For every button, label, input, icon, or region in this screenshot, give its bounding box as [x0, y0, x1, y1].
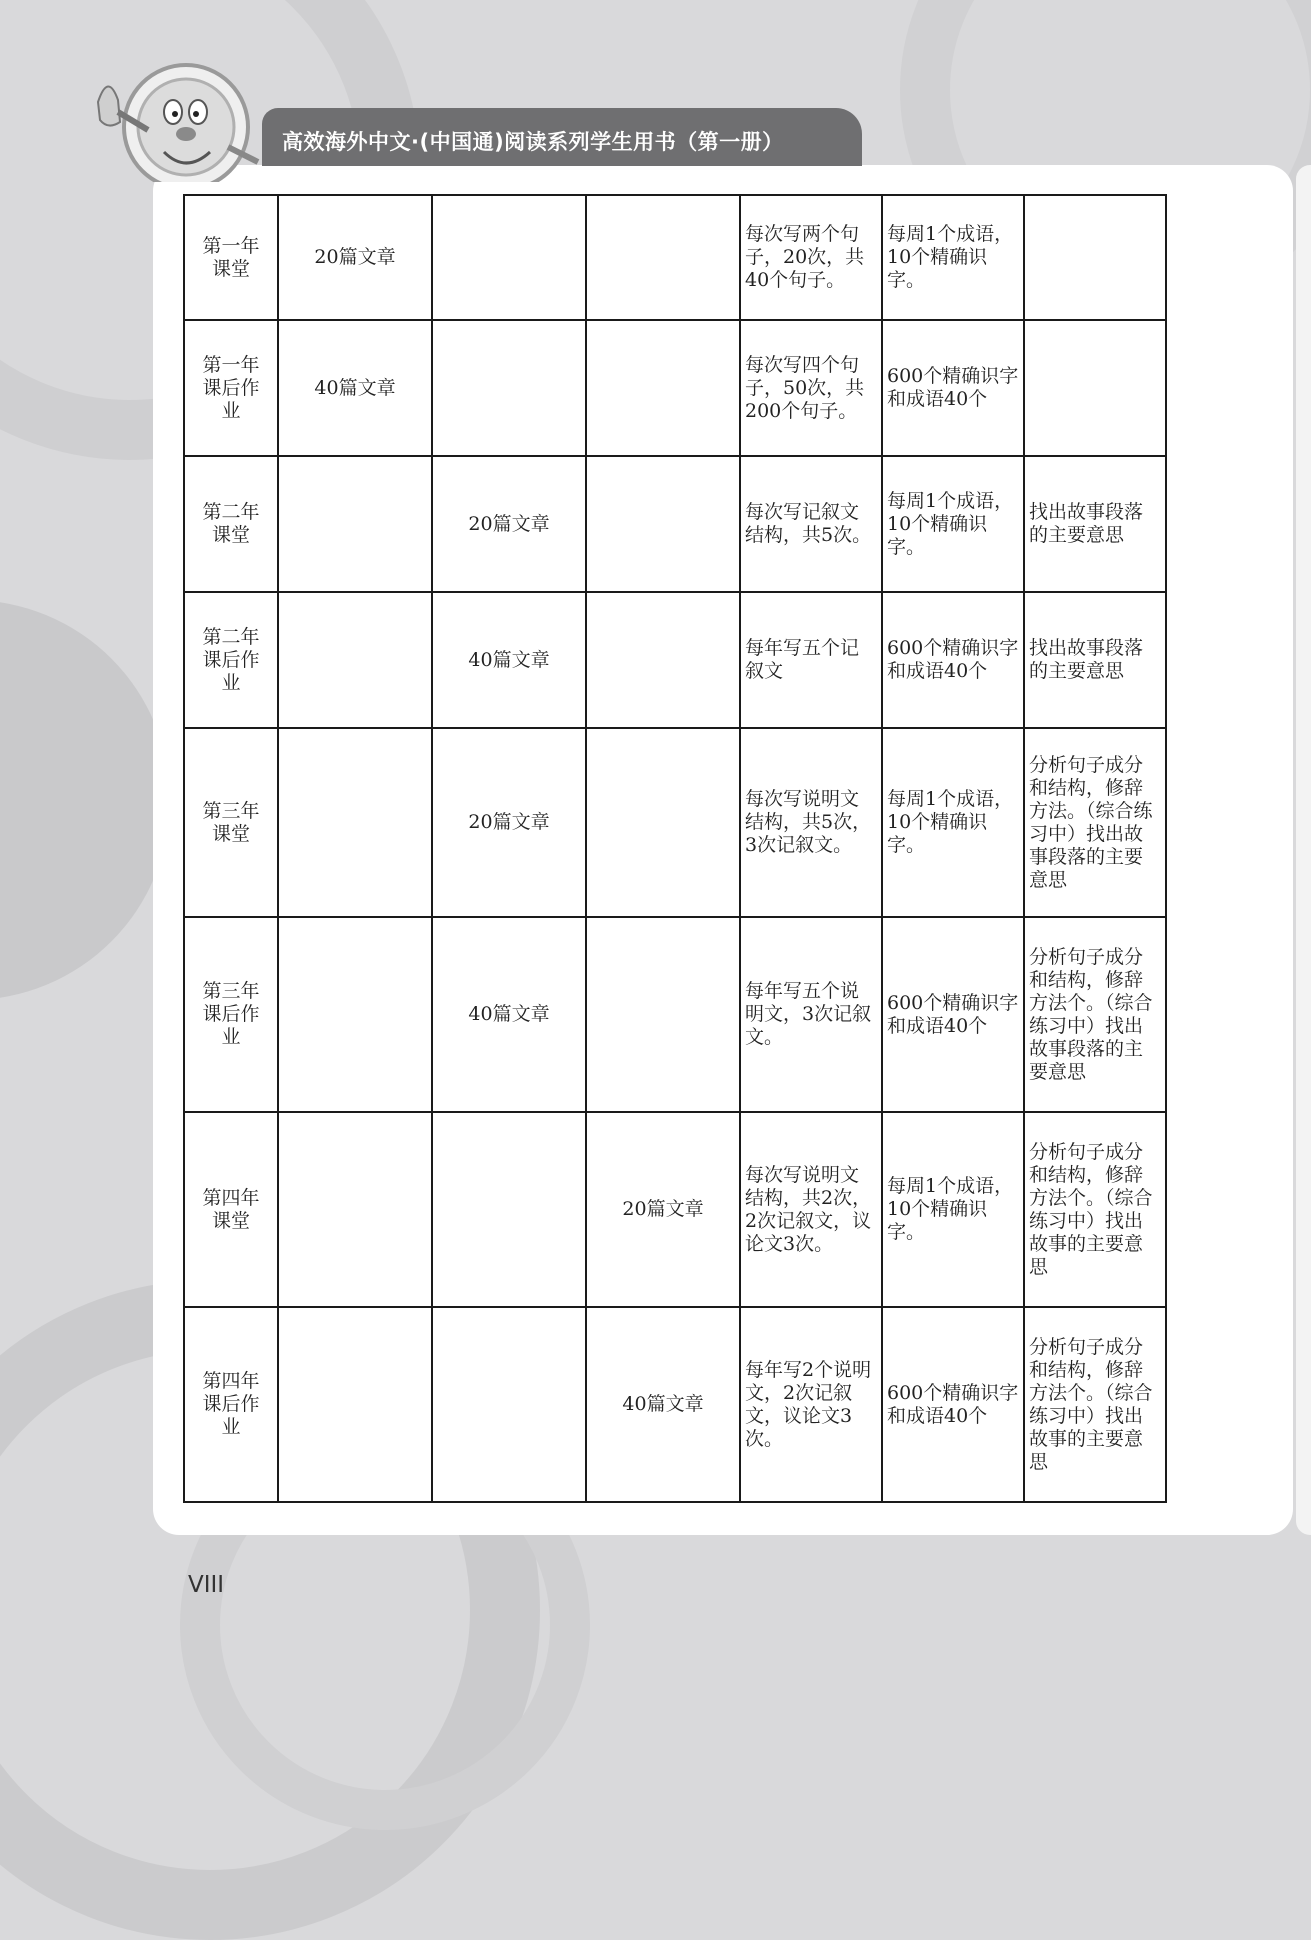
- row-label: 第四年课后作业: [184, 1307, 278, 1502]
- curriculum-table: [183, 194, 1167, 1503]
- table-cell: 40篇文章: [432, 917, 586, 1112]
- table-cell: [278, 728, 432, 917]
- background-decoration-circle: [0, 600, 170, 1000]
- page-number: VIII: [188, 1572, 225, 1598]
- row-label: 第一年课后作业: [184, 320, 278, 456]
- table-cell: 分析句子成分和结构，修辞方法个。（综合练习中）找出故事的主要意思: [1024, 1307, 1166, 1502]
- table-cell: 600个精确识字和成语40个: [882, 320, 1024, 456]
- table-cell: 每周1个成语，10个精确识字。: [882, 195, 1024, 320]
- table-cell: 20篇文章: [432, 728, 586, 917]
- table-cell: [1024, 320, 1166, 456]
- table-cell: 分析句子成分和结构，修辞方法个。（综合练习中）找出故事的主要意思: [1024, 1112, 1166, 1307]
- row-label: 第二年课后作业: [184, 592, 278, 728]
- table-row: [184, 592, 1166, 728]
- table-cell: [432, 320, 586, 456]
- table-cell: 20篇文章: [586, 1112, 740, 1307]
- table-row: [184, 195, 1166, 320]
- table-cell: 40篇文章: [586, 1307, 740, 1502]
- table-row: [184, 320, 1166, 456]
- table-cell: 600个精确识字和成语40个: [882, 592, 1024, 728]
- table-cell: [432, 1307, 586, 1502]
- table-cell: [432, 195, 586, 320]
- table-row: [184, 917, 1166, 1112]
- table-cell: 每年写五个说明文，3次记叙文。: [740, 917, 882, 1112]
- table-cell: [278, 917, 432, 1112]
- table-cell: [432, 1112, 586, 1307]
- table-cell: [278, 592, 432, 728]
- page-header-title: 高效海外中文·(中国通)阅读系列学生用书（第一册）: [282, 130, 784, 154]
- table-cell: 600个精确识字和成语40个: [882, 1307, 1024, 1502]
- table-cell: [278, 456, 432, 592]
- table-row: [184, 1112, 1166, 1307]
- table-row: [184, 1307, 1166, 1502]
- table-cell: [586, 917, 740, 1112]
- table-cell: 每次写四个句子，50次，共200个句子。: [740, 320, 882, 456]
- table-cell: 每周1个成语，10个精确识字。: [882, 1112, 1024, 1307]
- table-cell: 找出故事段落的主要意思: [1024, 456, 1166, 592]
- table-cell: [278, 1307, 432, 1502]
- table-cell: 40篇文章: [432, 592, 586, 728]
- row-label: 第四年课堂: [184, 1112, 278, 1307]
- table-cell: 每次写说明文结构，共2次，2次记叙文，议论文3次。: [740, 1112, 882, 1307]
- table-cell: [278, 1112, 432, 1307]
- table-cell: 分析句子成分和结构，修辞方法个。（综合练习中）找出故事段落的主要意思: [1024, 917, 1166, 1112]
- row-label: 第二年课堂: [184, 456, 278, 592]
- table-cell: 找出故事段落的主要意思: [1024, 592, 1166, 728]
- page-edge-strip: [1296, 165, 1311, 1535]
- table-cell: 每次写说明文结构，共5次，3次记叙文。: [740, 728, 882, 917]
- table-row: [184, 456, 1166, 592]
- table-cell: 每次写两个句子，20次，共40个句子。: [740, 195, 882, 320]
- table-cell: 20篇文章: [432, 456, 586, 592]
- table-cell: [586, 592, 740, 728]
- row-label: 第一年课堂: [184, 195, 278, 320]
- table-cell: [586, 456, 740, 592]
- table-cell: 分析句子成分和结构，修辞方法。（综合练习中）找出故事段落的主要意思: [1024, 728, 1166, 917]
- table-cell: 每年写五个记叙文: [740, 592, 882, 728]
- table-cell: 每周1个成语，10个精确识字。: [882, 456, 1024, 592]
- table-cell: 每年写2个说明文，2次记叙文，议论文3次。: [740, 1307, 882, 1502]
- table-cell: [586, 320, 740, 456]
- table-cell: [586, 195, 740, 320]
- table-cell: [1024, 195, 1166, 320]
- row-label: 第三年课堂: [184, 728, 278, 917]
- table-cell: [586, 728, 740, 917]
- row-label: 第三年课后作业: [184, 917, 278, 1112]
- table-cell: 600个精确识字和成语40个: [882, 917, 1024, 1112]
- table-cell: 每周1个成语，10个精确识字。: [882, 728, 1024, 917]
- table-cell: 20篇文章: [278, 195, 432, 320]
- clock-mascot-icon: [78, 52, 268, 182]
- table-row: [184, 728, 1166, 917]
- table-cell: 每次写记叙文结构，共5次。: [740, 456, 882, 592]
- table-cell: 40篇文章: [278, 320, 432, 456]
